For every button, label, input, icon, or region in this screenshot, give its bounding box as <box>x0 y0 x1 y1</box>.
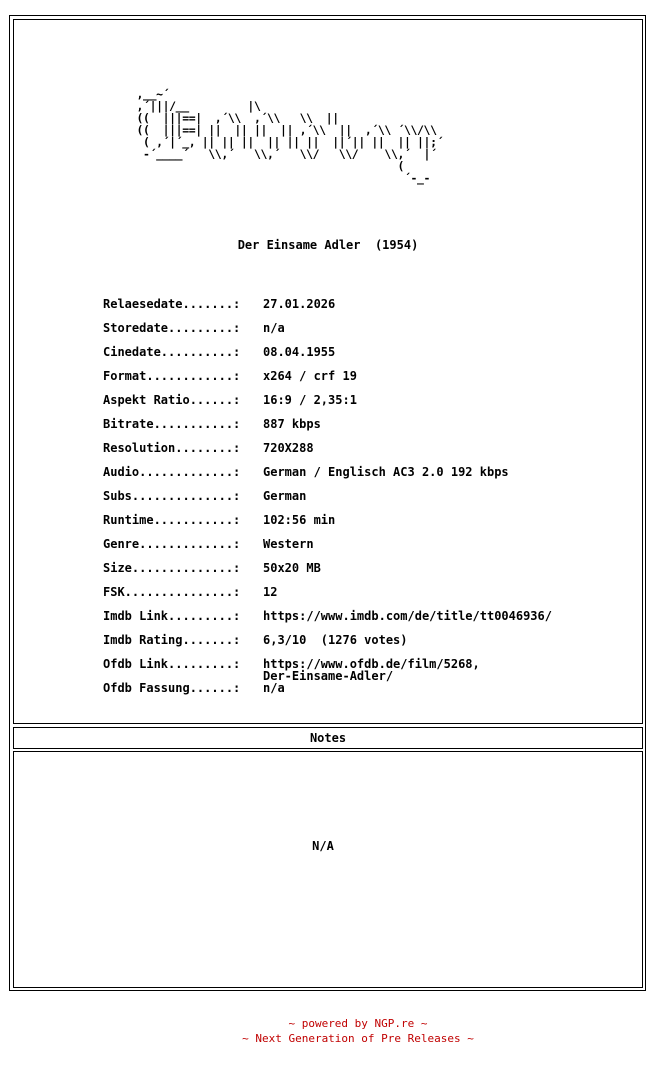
field-value: n/a <box>263 321 285 335</box>
field-key: Subs..............: <box>103 489 241 503</box>
field-row <box>103 418 321 430</box>
field-row <box>103 298 335 310</box>
field-key: FSK...............: <box>103 585 241 599</box>
footer-tagline: ~ Next Generation of Pre Releases ~ <box>242 1032 474 1045</box>
field-row <box>103 346 335 358</box>
field-row <box>103 370 357 382</box>
notes-panel <box>13 751 643 988</box>
ascii-logo: ,__~´ ,´|||/__ |\ (( |||==| ,´\\ ,´\\ \\ || (( |||==| || || || || ,´\\ || ,´\\ ´\\/\\ ( ,´|´_, || || || || || || ||´|| || || ||;´ -´____´ \\,´ \\,´ \\/ \\/ \\,´ |´ ( ´-_- <box>136 87 444 185</box>
field-row <box>103 538 314 550</box>
field-key: Resolution........: <box>103 441 241 455</box>
field-value: 27.01.2026 <box>263 297 336 311</box>
notes-heading: Notes <box>309 731 347 745</box>
field-value: n/a <box>263 681 285 695</box>
field-row <box>103 682 285 694</box>
field-key: Relaesedate.......: <box>103 297 241 311</box>
field-key: Storedate.........: <box>103 321 241 335</box>
field-row <box>103 610 552 622</box>
field-row <box>103 658 480 682</box>
field-value: German / Englisch AC3 2.0 192 kbps <box>263 465 509 479</box>
field-key: Imdb Link.........: <box>103 609 241 623</box>
field-value: 50x20 MB <box>263 561 321 575</box>
field-row <box>103 586 277 598</box>
field-key: Ofdb Fassung......: <box>103 681 241 695</box>
field-value: 6,3/10 (1276 votes) <box>263 633 408 647</box>
field-row <box>103 490 306 502</box>
field-key: Runtime...........: <box>103 513 241 527</box>
field-key: Aspekt Ratio......: <box>103 393 241 407</box>
field-row <box>103 634 408 646</box>
field-key: Audio.............: <box>103 465 241 479</box>
field-key: Size..............: <box>103 561 241 575</box>
field-value: Western <box>263 537 314 551</box>
field-value: 16:9 / 2,35:1 <box>263 393 357 407</box>
field-row <box>103 562 321 574</box>
field-key: Format............: <box>103 369 241 383</box>
field-row <box>103 322 285 334</box>
field-value: 720X288 <box>263 441 314 455</box>
field-row <box>103 514 335 526</box>
release-title: Der Einsame Adler (1954) <box>237 238 419 252</box>
field-row <box>103 466 509 478</box>
field-value: German <box>263 489 307 503</box>
field-value: 102:56 min <box>263 513 336 527</box>
footer-powered-by: ~ powered by NGP.re ~ <box>288 1017 428 1030</box>
field-row <box>103 394 357 406</box>
field-key: Genre.............: <box>103 537 241 551</box>
field-value[interactable]: https://www.ofdb.de/film/5268, Der-Einsame-Adler/ <box>263 657 480 683</box>
field-key: Ofdb Link.........: <box>103 657 241 671</box>
field-value: x264 / crf 19 <box>263 369 357 383</box>
field-value: 887 kbps <box>263 417 321 431</box>
field-value: 12 <box>263 585 278 599</box>
field-value[interactable]: https://www.imdb.com/de/title/tt0046936/ <box>263 609 552 623</box>
field-key: Cinedate..........: <box>103 345 241 359</box>
field-value: 08.04.1955 <box>263 345 336 359</box>
field-key: Bitrate...........: <box>103 417 241 431</box>
notes-body: N/A <box>312 839 334 853</box>
field-row <box>103 442 314 454</box>
field-key: Imdb Rating.......: <box>103 633 241 647</box>
